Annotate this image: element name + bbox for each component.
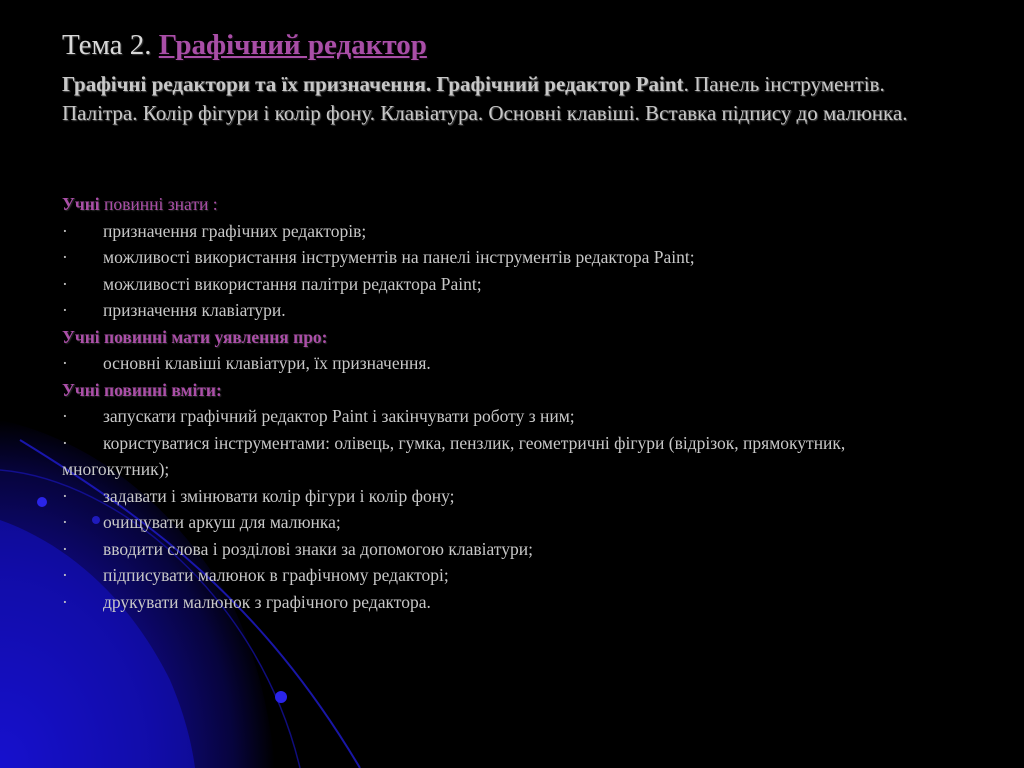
bullet-dot-icon: · [62, 485, 68, 506]
bullet-dot-icon: · [62, 565, 68, 585]
list-item-text: вводити слова і розділові знаки за допомогою клавіатури; [103, 538, 533, 559]
bullet-dot-icon: · [62, 300, 68, 320]
section-header [62, 377, 952, 404]
list-item-text: підписувати малюнок в графічному редакторі; [103, 565, 449, 585]
list-item-text: можливості використання палітри редактора Paint; [103, 273, 482, 294]
list-item [62, 536, 952, 563]
bullet-dot-icon: · [62, 247, 68, 267]
section-header-bold: Учні повинні мати уявлення про: [62, 326, 328, 347]
subtitle-part: . Панель інструментів. Палітра. Колір фігури і колір фону. Клавіатура. Основні клавіші. Вставка підпису до малюнка. [62, 72, 908, 125]
bullet-dot-icon: · [62, 273, 68, 294]
list-item-text: основні клавіші клавіатури, їх призначення. [103, 353, 431, 373]
title-topic: Тема 2. [62, 29, 152, 61]
list-item [62, 403, 952, 430]
list-item-text: користуватися інструментами: олівець, гумка, пензлик, геометричні фігури (відрізок, прямокутник, многокутник); [62, 432, 846, 479]
list-item-text: задавати і змінювати колір фігури і колір фону; [103, 485, 455, 506]
bullet-dot-icon: · [62, 432, 68, 453]
list-item [62, 562, 952, 589]
bullet-dot-icon: · [62, 353, 68, 373]
bullet-dot-icon: · [62, 512, 68, 532]
list-item-text: друкувати малюнок з графічного редактора. [103, 591, 431, 612]
bullet-dot-icon: · [62, 220, 68, 241]
section-header-rest: повинні знати : [99, 194, 218, 214]
list-item [62, 218, 952, 245]
list-item [62, 244, 952, 271]
list-item [62, 483, 952, 510]
section-header [62, 324, 952, 351]
subtitle [62, 70, 962, 128]
list-item [62, 271, 952, 298]
list-item [62, 430, 952, 483]
title-name: Графічний редактор [158, 29, 427, 61]
list-item-text: можливості використання інструментів на панелі інструментів редактора Paint; [103, 247, 695, 267]
list-item-text: запускати графічний редактор Paint і закінчувати роботу з ним; [103, 406, 575, 426]
section-header-bold: Учні [62, 194, 100, 214]
section-header-bold: Учні повинні вміти: [62, 379, 222, 400]
list-item [62, 509, 952, 536]
bullet-dot-icon: · [62, 406, 68, 426]
learning-objectives [62, 191, 952, 615]
section-header [62, 191, 952, 218]
list-item-text: очищувати аркуш для малюнка; [103, 512, 341, 532]
subtitle-part-bold: Графічні редактори та їх призначення. Графічний редактор Paint [62, 72, 684, 96]
list-item-text: призначення клавіатури. [103, 300, 286, 320]
list-item [62, 297, 952, 324]
blue-dot [275, 691, 287, 703]
blue-dot [37, 497, 47, 507]
list-item [62, 350, 952, 377]
bullet-dot-icon: · [62, 591, 68, 612]
list-item-text: призначення графічних редакторів; [103, 220, 367, 241]
slide-title [62, 26, 427, 64]
bullet-dot-icon: · [62, 538, 68, 559]
list-item [62, 589, 952, 616]
